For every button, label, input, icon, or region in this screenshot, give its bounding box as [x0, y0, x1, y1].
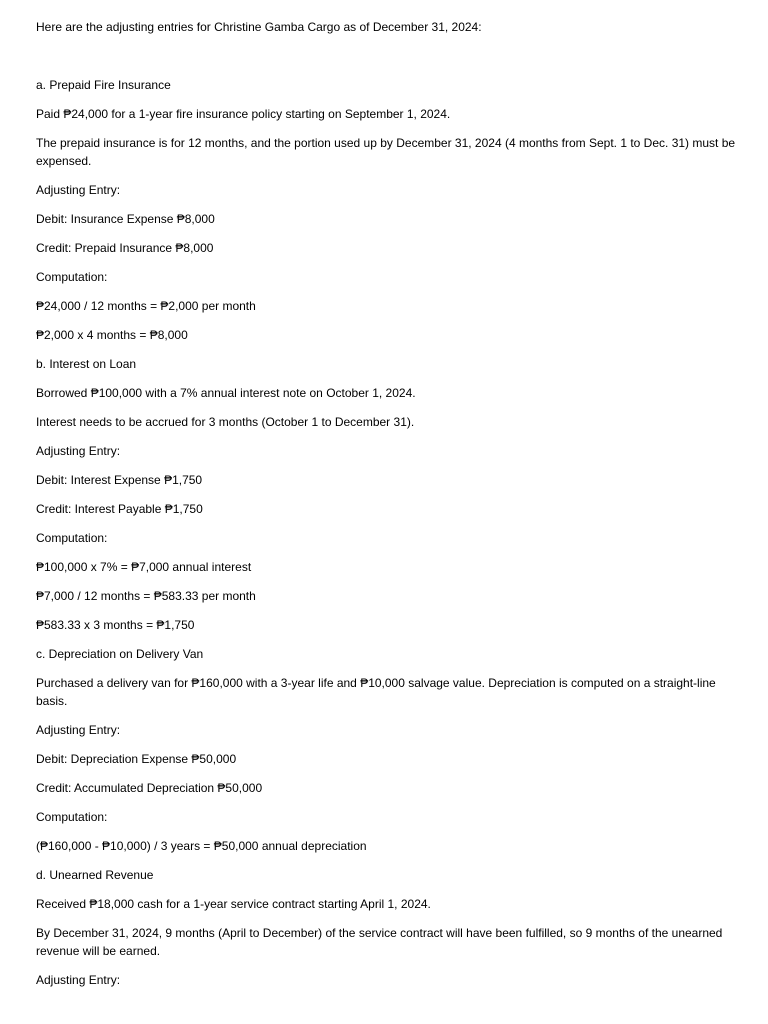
document-paragraph: By December 31, 2024, 9 months (April to December) of the service contract will have been fulfilled, so 9 months of the unearned revenue will be earned.	[36, 926, 723, 958]
document-paragraph: ₱100,000 x 7% = ₱7,000 annual interest	[36, 560, 252, 574]
document-body	[36, 76, 748, 989]
document-paragraph: Debit: Insurance Expense ₱8,000	[36, 212, 215, 226]
document-paragraph: a. Prepaid Fire Insurance	[36, 78, 171, 92]
document-paragraph: Borrowed ₱100,000 with a 7% annual interest note on October 1, 2024.	[36, 386, 416, 400]
document-paragraph: (₱160,000 - ₱10,000) / 3 years = ₱50,000 annual depreciation	[36, 839, 367, 853]
intro-text: Here are the adjusting entries for Christine Gamba Cargo as of December 31, 2024:	[36, 20, 482, 34]
document-paragraph: Purchased a delivery van for ₱160,000 with a 3-year life and ₱10,000 salvage value. Depreciation is computed on a straight-line basis.	[36, 676, 716, 708]
document-paragraph: Adjusting Entry:	[36, 444, 121, 458]
document-paragraph: Debit: Depreciation Expense ₱50,000	[36, 752, 237, 766]
document-paragraph: d. Unearned Revenue	[36, 868, 154, 882]
document-paragraph: Credit: Accumulated Depreciation ₱50,000	[36, 781, 263, 795]
document-paragraph: ₱24,000 / 12 months = ₱2,000 per month	[36, 299, 256, 313]
document-paragraph: ₱583.33 x 3 months = ₱1,750	[36, 618, 195, 632]
document-paragraph: Computation:	[36, 810, 108, 824]
document-paragraph: The prepaid insurance is for 12 months, and the portion used up by December 31, 2024 (4 months from Sept. 1 to Dec. 31) must be expensed.	[36, 136, 736, 168]
document-paragraph: Received ₱18,000 cash for a 1-year service contract starting April 1, 2024.	[36, 897, 431, 911]
document-paragraph: Adjusting Entry:	[36, 973, 121, 987]
document-paragraph: ₱7,000 / 12 months = ₱583.33 per month	[36, 589, 256, 603]
document-paragraph: c. Depreciation on Delivery Van	[36, 647, 204, 661]
document-paragraph: Credit: Prepaid Insurance ₱8,000	[36, 241, 214, 255]
document-paragraph: ₱2,000 x 4 months = ₱8,000	[36, 328, 188, 342]
document-paragraph: Computation:	[36, 270, 108, 284]
document-paragraph: Computation:	[36, 531, 108, 545]
document-paragraph: b. Interest on Loan	[36, 357, 137, 371]
document-paragraph: Paid ₱24,000 for a 1-year fire insurance policy starting on September 1, 2024.	[36, 107, 451, 121]
document-paragraph: Adjusting Entry:	[36, 723, 121, 737]
document-paragraph: Adjusting Entry:	[36, 183, 121, 197]
document-paragraph: Interest needs to be accrued for 3 months (October 1 to December 31).	[36, 415, 415, 429]
document-paragraph: Debit: Interest Expense ₱1,750	[36, 473, 203, 487]
document-paragraph: Credit: Interest Payable ₱1,750	[36, 502, 203, 516]
